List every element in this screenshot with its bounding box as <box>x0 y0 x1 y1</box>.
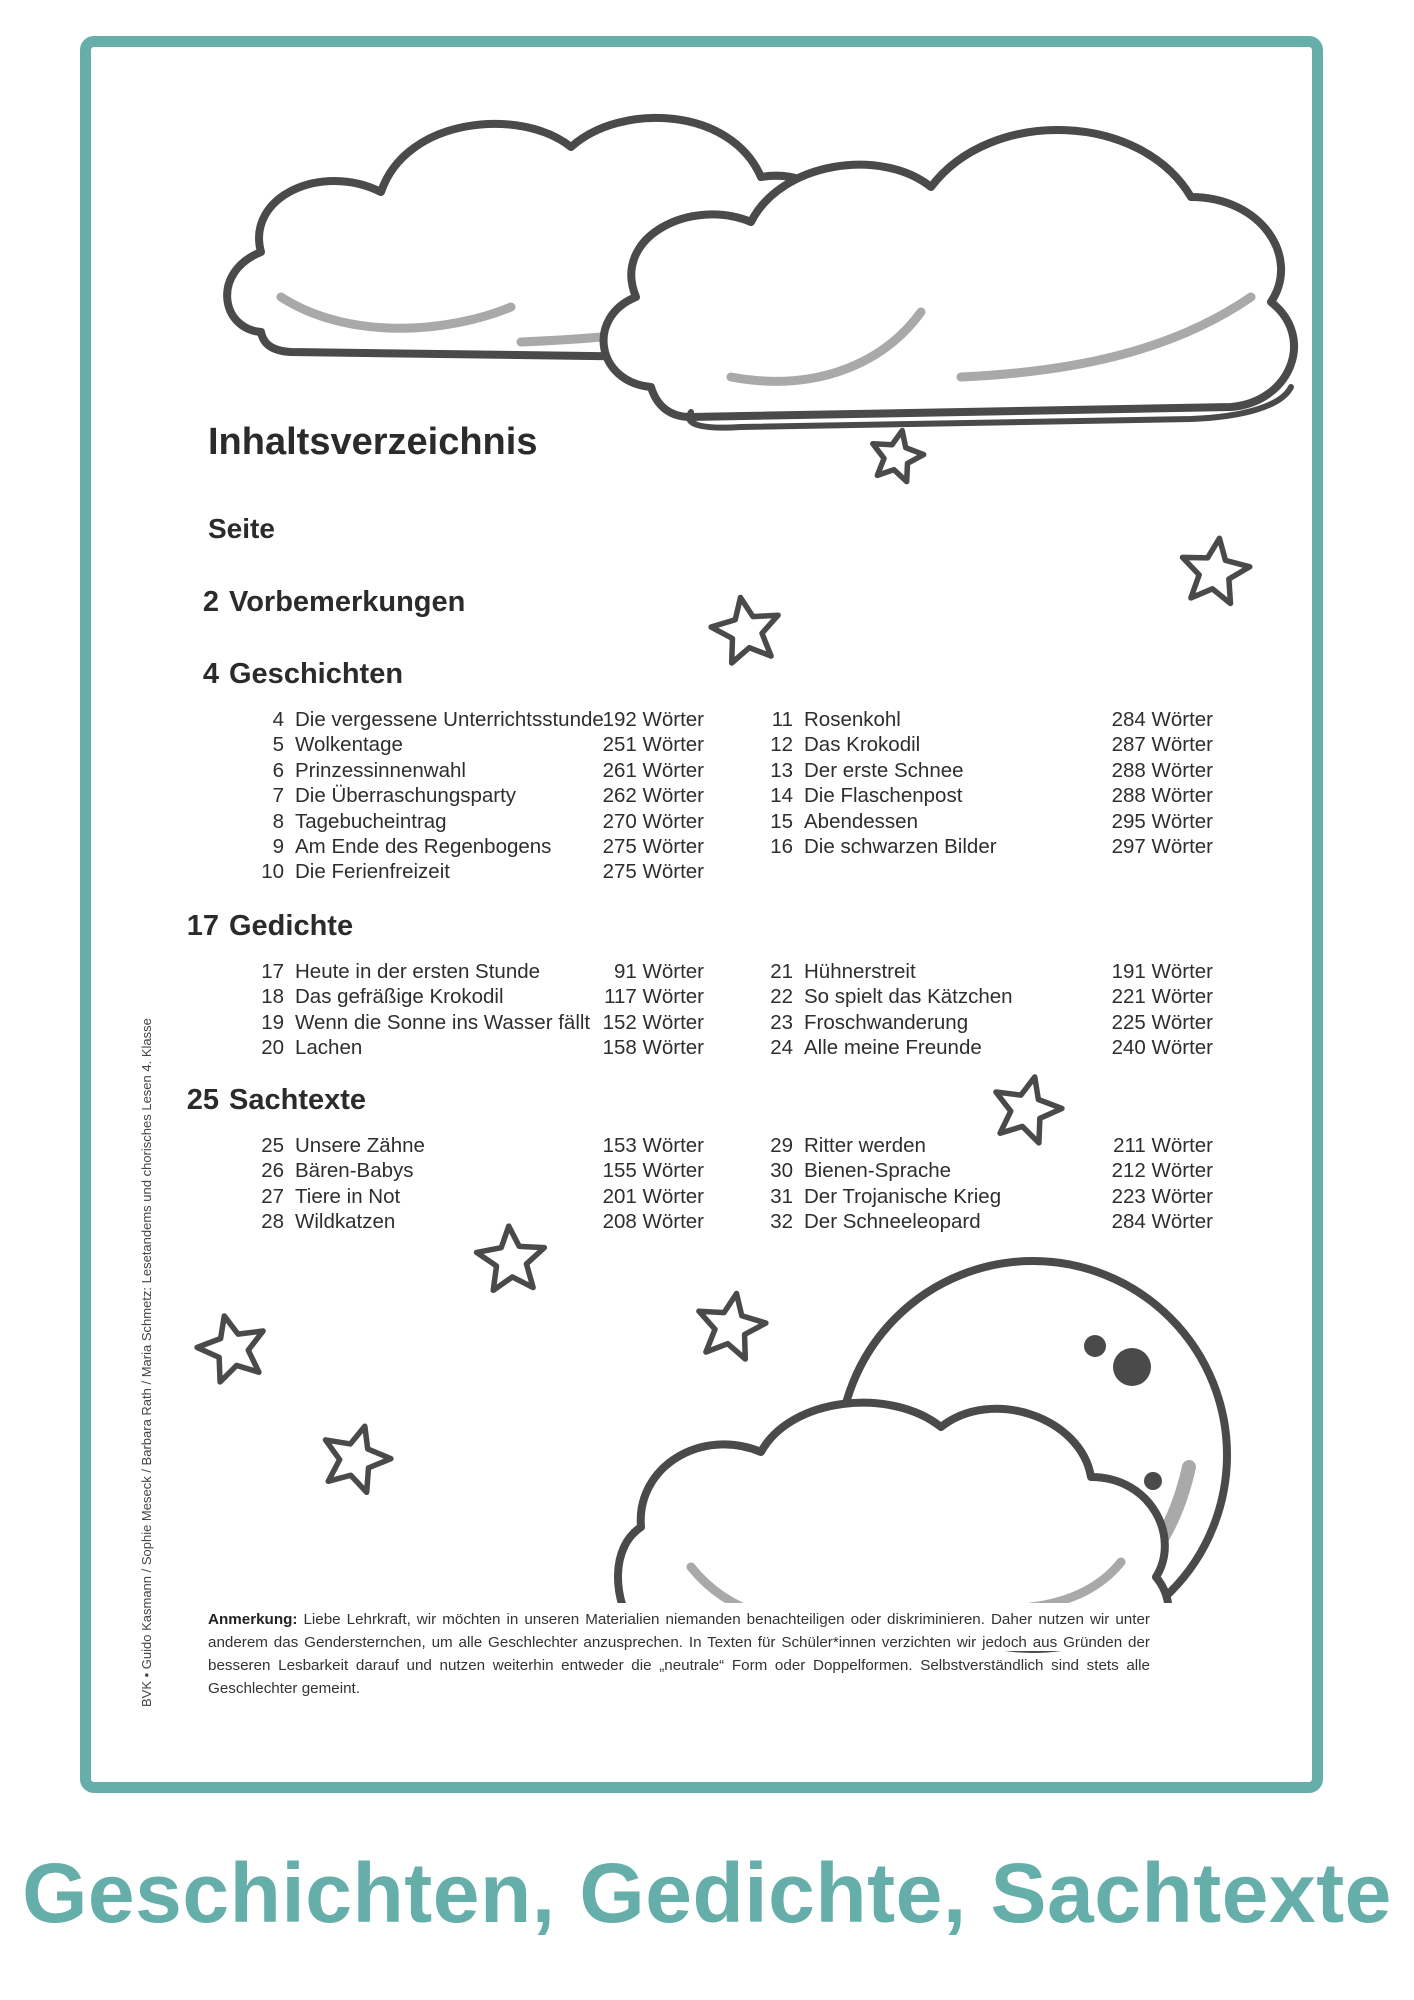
section-page-number: 4 <box>202 658 219 690</box>
entry-title: Alle meine Freunde <box>804 1036 982 1060</box>
entry-title: So spielt das Kätzchen <box>804 985 1013 1009</box>
entry-title: Der Trojanische Krieg <box>804 1184 1002 1208</box>
entry-word-count: 201 Wörter <box>602 1184 704 1208</box>
toc-entry[interactable] <box>244 1210 704 1235</box>
entry-title: Die schwarzen Bilder <box>804 834 997 858</box>
entry-word-count: 275 Wörter <box>602 860 704 884</box>
entry-word-count: 208 Wörter <box>602 1210 704 1234</box>
entry-page: 6 <box>272 758 284 782</box>
entry-title: Das gefräßige Krokodil <box>295 985 504 1009</box>
column-header-seite: Seite <box>208 513 275 544</box>
entry-title: Ritter werden <box>804 1134 926 1157</box>
entry-title: Bären-Babys <box>295 1159 414 1183</box>
entry-page: 26 <box>261 1159 284 1183</box>
section-title: Gedichte <box>229 910 354 942</box>
entry-title: Unsere Zähne <box>295 1134 425 1157</box>
entry-page: 18 <box>261 985 284 1009</box>
entry-word-count: 192 Wörter <box>602 708 704 731</box>
toc-entry[interactable] <box>244 1159 704 1184</box>
entry-page: 20 <box>261 1036 284 1060</box>
entry-word-count: 212 Wörter <box>1111 1159 1213 1183</box>
entry-title: Froschwanderung <box>804 1010 969 1034</box>
toc-entry[interactable] <box>244 708 704 733</box>
entry-word-count: 284 Wörter <box>1111 1210 1213 1234</box>
entry-word-count: 297 Wörter <box>1111 834 1213 858</box>
toc-entry[interactable] <box>753 960 1213 985</box>
entry-word-count: 270 Wörter <box>602 809 704 833</box>
entry-title: Hühnerstreit <box>804 960 916 983</box>
section-page-number: 17 <box>186 910 219 942</box>
star-icon <box>707 592 785 666</box>
entry-page: 14 <box>770 784 793 808</box>
star-icon <box>315 1417 398 1496</box>
toc-entry[interactable] <box>244 835 704 860</box>
entry-title: Am Ende des Regenbogens <box>295 834 552 858</box>
entry-word-count: 295 Wörter <box>1111 809 1213 833</box>
entry-title: Rosenkohl <box>804 708 901 731</box>
entry-word-count: 287 Wörter <box>1111 733 1213 757</box>
entry-page: 25 <box>261 1134 284 1157</box>
toc-entry[interactable] <box>753 985 1213 1010</box>
entry-page: 9 <box>272 834 284 858</box>
entry-page: 29 <box>770 1134 793 1157</box>
toc-entry[interactable] <box>753 733 1213 758</box>
credit-text: BVK • Guido Kasmann / Sophie Meseck / Barbara Rath / Maria Schmetz: Lesetandems und chorisches Lesen 4. Klasse <box>139 1018 154 1707</box>
entry-page: 17 <box>261 960 284 983</box>
entry-page: 23 <box>770 1010 793 1034</box>
toc-entry[interactable] <box>753 1159 1213 1184</box>
page-frame <box>80 36 1323 1793</box>
entry-word-count: 191 Wörter <box>1111 960 1213 983</box>
footer-title: Geschichten, Gedichte, Sachtexte <box>22 1846 1392 1940</box>
star-icon <box>692 1288 770 1362</box>
entry-title: Wolkentage <box>295 733 403 757</box>
entry-page: 28 <box>261 1210 284 1234</box>
entry-word-count: 240 Wörter <box>1111 1036 1213 1060</box>
toc-column-right <box>753 1134 1213 1236</box>
entry-page: 12 <box>770 733 793 757</box>
toc-column-left <box>244 708 704 886</box>
toc-entry[interactable] <box>244 1134 704 1159</box>
toc-entry[interactable] <box>244 784 704 809</box>
entry-title: Die vergessene Unterrichtsstunde <box>295 708 604 731</box>
entry-word-count: 251 Wörter <box>602 733 704 757</box>
entry-title: Tiere in Not <box>295 1184 401 1208</box>
toc-entry[interactable] <box>753 835 1213 860</box>
section-page-number: 25 <box>186 1084 219 1116</box>
page-title: Inhaltsverzeichnis <box>208 421 538 463</box>
entry-word-count: 211 Wörter <box>1113 1134 1213 1157</box>
footnote <box>208 1608 1150 1700</box>
toc-column-left <box>244 1134 704 1236</box>
entry-title: Die Ferienfreizeit <box>295 860 450 884</box>
entry-title: Die Flaschenpost <box>804 784 963 808</box>
toc-column-left <box>244 960 704 1062</box>
toc-column-right <box>753 708 1213 860</box>
entry-page: 31 <box>770 1184 793 1208</box>
entry-word-count: 262 Wörter <box>602 784 704 808</box>
toc-entry[interactable] <box>244 810 704 835</box>
star-icon <box>867 425 928 484</box>
toc-entry[interactable] <box>753 1011 1213 1036</box>
entry-word-count: 117 Wörter <box>604 985 704 1009</box>
entry-title: Wildkatzen <box>295 1210 396 1234</box>
entry-page: 4 <box>272 708 284 731</box>
entry-title: Abendessen <box>804 809 918 833</box>
entry-word-count: 275 Wörter <box>602 834 704 858</box>
toc-entry[interactable] <box>753 759 1213 784</box>
toc-entry[interactable] <box>244 985 704 1010</box>
entry-page: 19 <box>261 1010 284 1034</box>
section-page-number: 2 <box>202 586 219 618</box>
toc-entry[interactable] <box>753 784 1213 809</box>
entry-word-count: 91 Wörter <box>614 960 704 983</box>
entry-word-count: 158 Wörter <box>602 1036 704 1060</box>
entry-title: Wenn die Sonne ins Wasser fällt <box>295 1010 591 1034</box>
entry-page: 27 <box>261 1184 284 1208</box>
toc-entry[interactable] <box>244 1011 704 1036</box>
entry-word-count: 284 Wörter <box>1111 708 1213 731</box>
footnote-label: Anmerkung: <box>208 1611 298 1628</box>
entry-title: Tagebucheintrag <box>295 809 447 833</box>
toc-entry[interactable] <box>753 1036 1213 1061</box>
entry-word-count: 221 Wörter <box>1111 985 1213 1009</box>
entry-page: 30 <box>770 1159 793 1183</box>
entry-page: 15 <box>770 809 793 833</box>
entry-title: Der erste Schnee <box>804 758 964 782</box>
section-title: Sachtexte <box>229 1084 367 1116</box>
toc-entry[interactable] <box>753 810 1213 835</box>
entry-word-count: 288 Wörter <box>1111 758 1213 782</box>
entry-page: 21 <box>770 960 793 983</box>
toc-entry[interactable] <box>244 759 704 784</box>
entry-page: 22 <box>770 985 793 1009</box>
entry-word-count: 225 Wörter <box>1111 1010 1213 1034</box>
toc-entry[interactable] <box>753 1210 1213 1235</box>
entry-title: Lachen <box>295 1036 363 1060</box>
entry-word-count: 152 Wörter <box>602 1010 704 1034</box>
entry-page: 5 <box>272 733 284 757</box>
entry-word-count: 223 Wörter <box>1111 1184 1213 1208</box>
toc-entry[interactable] <box>244 860 704 885</box>
toc-entry[interactable] <box>244 960 704 985</box>
toc-entry[interactable] <box>244 1185 704 1210</box>
entry-title: Der Schneeleopard <box>804 1210 981 1234</box>
entry-page: 32 <box>770 1210 793 1234</box>
entry-word-count: 261 Wörter <box>602 758 704 782</box>
entry-page: 16 <box>770 834 793 858</box>
entry-title: Heute in der ersten Stunde <box>295 960 541 983</box>
entry-title: Prinzessinnenwahl <box>295 758 466 782</box>
entry-title: Die Überraschungsparty <box>295 784 517 808</box>
entry-page: 24 <box>770 1036 793 1060</box>
footnote-text: Liebe Lehrkraft, wir möchten in unseren Materialien niemanden benachteiligen oder diskriminieren. Daher nutzen wir unter anderem das Gendersternchen, um alle Geschlechter anzusprechen. In Texten für Schüler*innen verzichten wir jedoch aus Gründen der besseren Lesbarkeit darauf und nutzen weiterhin entweder die „neutrale“ Form oder Doppelformen. Selbstverständlich sind stets alle Geschlechter gemeint. <box>208 1611 1150 1697</box>
toc-entry[interactable] <box>753 708 1213 733</box>
section-title: Geschichten <box>229 658 404 690</box>
entry-page: 8 <box>272 809 284 833</box>
entry-page: 7 <box>272 784 284 808</box>
entry-page: 13 <box>770 758 793 782</box>
entry-word-count: 153 Wörter <box>602 1134 704 1157</box>
toc-entry[interactable] <box>244 733 704 758</box>
toc-column-right <box>753 960 1213 1062</box>
toc-entry[interactable] <box>753 1185 1213 1210</box>
star-icon <box>1177 534 1253 606</box>
star-icon <box>191 1308 272 1386</box>
entry-title: Das Krokodil <box>804 733 921 757</box>
toc-entry[interactable] <box>753 1134 1213 1159</box>
entry-page: 11 <box>771 708 793 731</box>
toc-entry[interactable] <box>244 1036 704 1061</box>
entry-title: Bienen-Sprache <box>804 1159 952 1183</box>
entry-word-count: 288 Wörter <box>1111 784 1213 808</box>
entry-page: 10 <box>261 860 284 884</box>
section-title: Vorbemerkungen <box>229 586 466 618</box>
entry-word-count: 155 Wörter <box>602 1159 704 1183</box>
